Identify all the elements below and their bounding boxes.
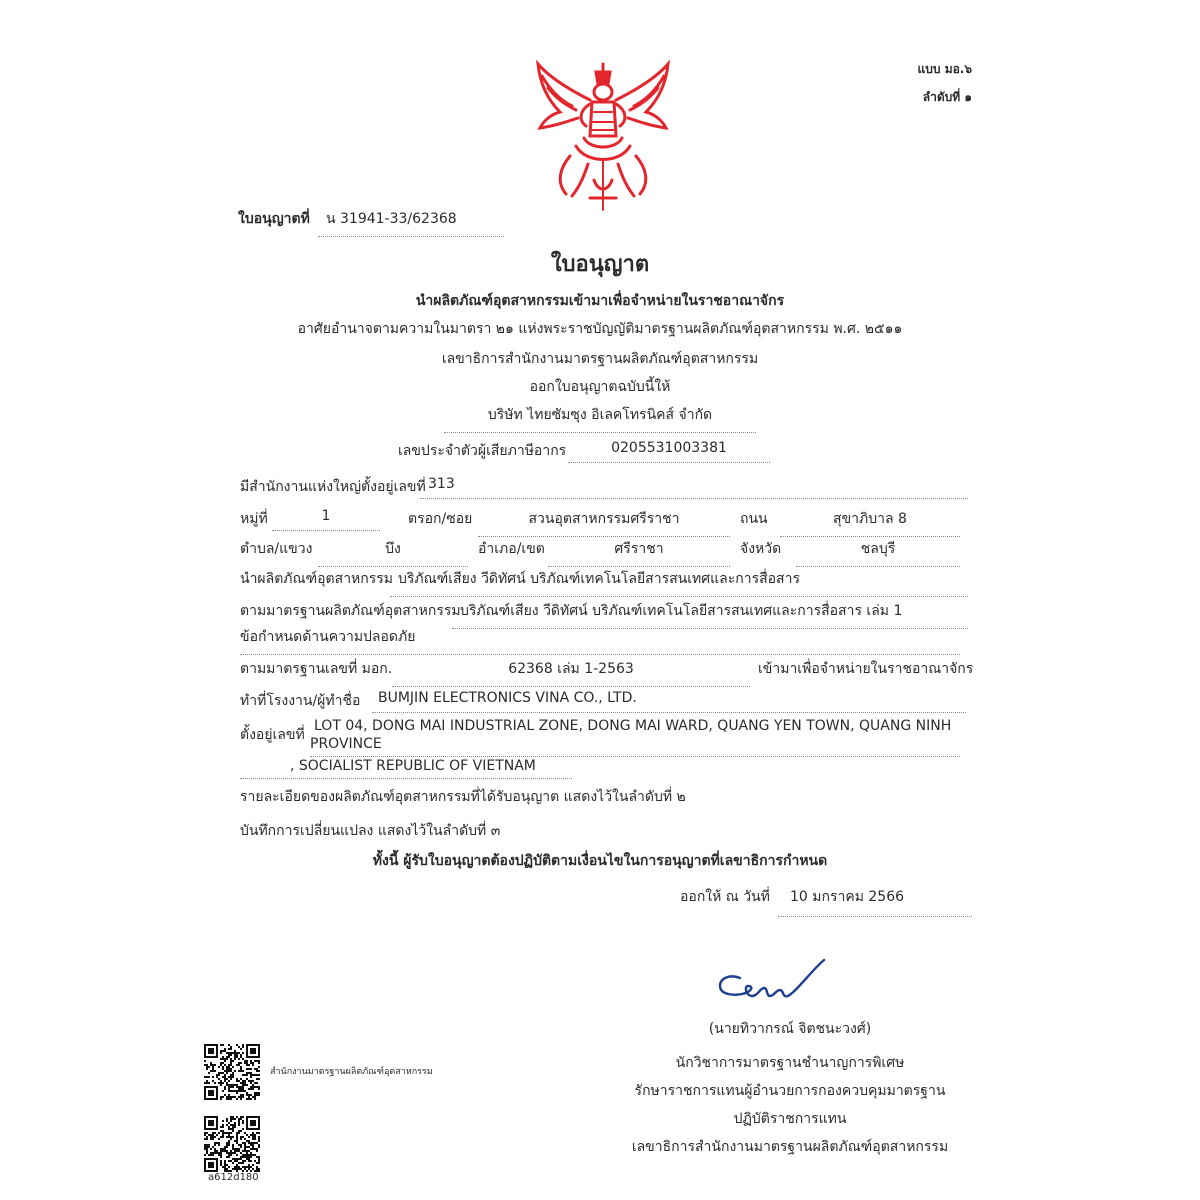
factory-label: ทำที่โรงงาน/ผู้ทำชื่อ <box>240 693 361 709</box>
issued-date-label: ออกให้ ณ วันที่ <box>680 889 770 905</box>
district-value: ศรีราชา <box>548 538 730 567</box>
province-value: ชลบุรี <box>796 538 960 567</box>
head-office-label: มีสำนักงานแห่งใหญ่ตั้งอยู่เลขที่ <box>240 479 426 495</box>
factory-address-line2: PROVINCE <box>310 736 960 757</box>
document-title: ใบอนุญาต <box>550 252 650 277</box>
qr-code-icon <box>204 1044 260 1100</box>
standard-value-line1: บริภัณฑ์เสียง วีดิทัศน์ บริภัณฑ์เทคโนโลยีสารสนเทศและการสื่อสาร เล่ม 1 <box>452 600 968 629</box>
signature-icon <box>712 956 832 1006</box>
document-subtitle: นำผลิตภัณฑ์อุตสาหกรรมเข้ามาเพื่อจำหน่ายในราชอาณาจักร <box>415 293 785 309</box>
conditions-line: ทั้งนี้ ผู้รับใบอนุญาตต้องปฏิบัติตามเงื่อนไขในการอนุญาตที่เลขาธิการกำหนด <box>372 853 828 869</box>
issued-date-value: 10 มกราคม 2566 <box>778 886 972 917</box>
garuda-emblem-icon <box>530 60 676 212</box>
signatory-position-1: นักวิชาการมาตรฐานชำนาญการพิเศษ <box>675 1055 905 1071</box>
head-office-value: 313 <box>420 476 968 499</box>
signatory-position-4: เลขาธิการสำนักงานมาตรฐานผลิตภัณฑ์อุตสาหกรรม <box>631 1139 949 1155</box>
document-code: a612d180 <box>208 1172 259 1183</box>
soi-value: สวนอุตสาหกรรมศรีราชา <box>478 508 730 537</box>
factory-address-label: ตั้งอยู่เลขที่ <box>240 727 305 743</box>
factory-value: BUMJIN ELECTRONICS VINA CO., LTD. <box>372 690 966 713</box>
license-number-label: ใบอนุญาตที่ <box>238 211 310 227</box>
changes-line: บันทึกการเปลี่ยนแปลง แสดงไว้ในลำดับที่ ๓ <box>240 823 501 839</box>
sequence-number: ลำดับที่ ๑ <box>922 90 972 104</box>
company-name: บริษัท ไทยซัมซุง อิเลคโทรนิคส์ จำกัด <box>444 404 756 433</box>
details-line: รายละเอียดของผลิตภัณฑ์อุตสาหกรรมที่ได้รับอนุญาต แสดงไว้ในลำดับที่ ๒ <box>240 789 686 805</box>
product-label: นำผลิตภัณฑ์อุตสาหกรรม <box>240 571 394 587</box>
tis-suffix: เข้ามาเพื่อจำหน่ายในราชอาณาจักร <box>758 661 974 677</box>
signatory-name: (นายทิวากรณ์ จิตชนะวงศ์) <box>708 1021 872 1037</box>
district-label: อำเภอ/เขต <box>478 541 545 557</box>
standard-value-line2: ข้อกำหนดด้านความปลอดภัย <box>240 626 960 655</box>
tis-value: 62368 เล่ม 1-2563 <box>392 658 750 687</box>
license-number-value: น 31941-33/62368 <box>318 208 504 237</box>
moo-value: 1 <box>272 508 380 531</box>
factory-address-line3: , SOCIALIST REPUBLIC OF VIETNAM <box>240 758 572 779</box>
subdistrict-label: ตำบล/แขวง <box>240 541 313 557</box>
tax-id-label: เลขประจำตัวผู้เสียภาษีอากร <box>398 443 567 459</box>
road-value: สุขาภิบาล 8 <box>780 508 960 537</box>
subdistrict-value: บึง <box>318 538 468 567</box>
province-label: จังหวัด <box>740 541 782 557</box>
standard-label: ตามมาตรฐานผลิตภัณฑ์อุตสาหกรรม <box>240 603 461 619</box>
qr-code-icon <box>204 1116 260 1172</box>
form-name: แบบ มอ.๖ <box>917 62 972 76</box>
tax-id-value: 0205531003381 <box>568 440 770 463</box>
authority-line: อาศัยอำนาจตามความในมาตรา ๒๑ แห่งพระราชบัญญัติมาตรฐานผลิตภัณฑ์อุตสาหกรรม พ.ศ. ๒๕๑๑ <box>297 321 903 337</box>
soi-label: ตรอก/ซอย <box>408 511 473 527</box>
issuer-line: เลขาธิการสำนักงานมาตรฐานผลิตภัณฑ์อุตสาหกรรม <box>441 351 759 367</box>
moo-label: หมู่ที่ <box>240 511 268 527</box>
road-label: ถนน <box>740 511 768 527</box>
product-value: บริภัณฑ์เสียง วีดิทัศน์ บริภัณฑ์เทคโนโลยีสารสนเทศและการสื่อสาร <box>390 568 968 597</box>
signatory-position-2: รักษาราชการแทนผู้อำนวยการกองควบคุมมาตรฐาน <box>634 1083 946 1099</box>
qr-caption: สำนักงานมาตรฐานผลิตภัณฑ์อุตสาหกรรม <box>270 1067 433 1077</box>
factory-address-line1: LOT 04, DONG MAI INDUSTRIAL ZONE, DONG MAI WARD, QUANG YEN TOWN, QUANG NINH <box>314 718 952 734</box>
issue-to-line: ออกใบอนุญาตฉบับนี้ให้ <box>529 379 671 395</box>
tis-label: ตามมาตรฐานเลขที่ มอก. <box>240 661 393 677</box>
signatory-position-3: ปฏิบัติราชการแทน <box>733 1111 847 1127</box>
